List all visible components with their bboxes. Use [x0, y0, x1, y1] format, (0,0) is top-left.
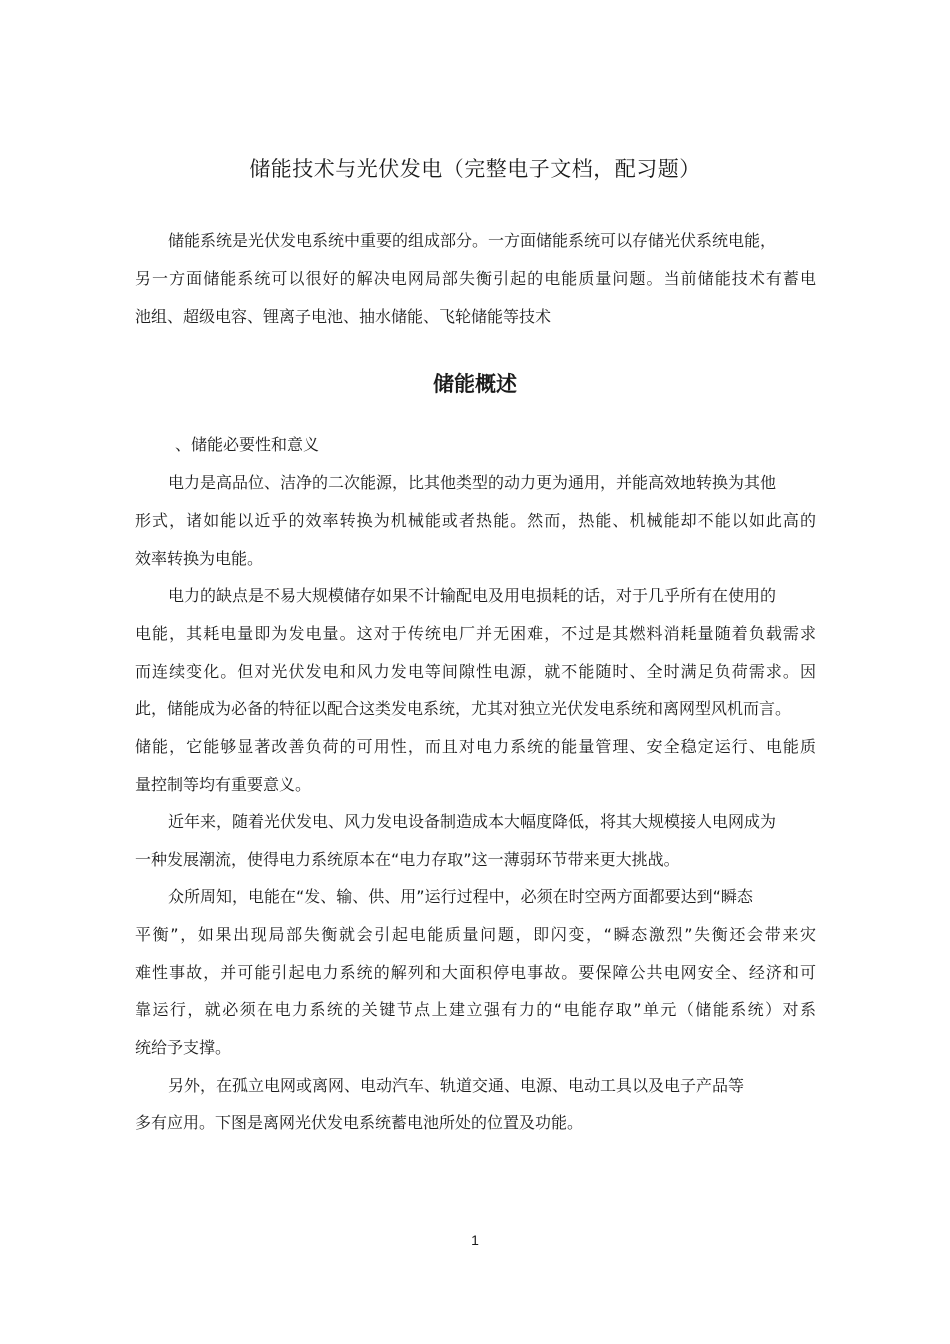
- paragraph2-line-6: 量控制等均有重要意义。: [135, 775, 312, 794]
- paragraph4-line-3: 难性事故，并可能引起电力系统的解列和大面积停电事故。要保障公共电网安全、经济和可: [135, 963, 816, 982]
- paragraph4-line-1: 众所周知，电能在“发、输、供、用”运行过程中，必须在时空两方面都要达到“瞬态: [168, 887, 753, 906]
- document-title: 储能技术与光伏发电（完整电子文档，配习题）: [249, 157, 701, 181]
- paragraph2-line-3: 而连续变化。但对光伏发电和风力发电等间隙性电源，就不能随时、全时满足负荷需求。因: [135, 662, 816, 681]
- paragraph2-line-1: 电力的缺点是不易大规模储存如果不计输配电及用电损耗的话，对于几乎所有在使用的: [168, 586, 777, 605]
- subsection-heading: 、储能必要性和意义: [175, 435, 320, 454]
- paragraph5-line-1: 另外，在孤立电网或离网、电动汽车、轨道交通、电源、电动工具以及电子产品等: [168, 1076, 745, 1095]
- paragraph1-line-1: 电力是高品位、洁净的二次能源，比其他类型的动力更为通用，并能高效地转换为其他: [168, 473, 777, 492]
- intro-line-3: 池组、超级电容、锂离子电池、抽水储能、飞轮储能等技术: [135, 307, 552, 326]
- paragraph3-line-1: 近年来，随着光伏发电、风力发电设备制造成本大幅度降低，将其大规模接人电网成为: [168, 812, 777, 831]
- paragraph1-line-2: 形式，诸如能以近乎的效率转换为机械能或者热能。然而，热能、机械能却不能以如此高的: [135, 511, 816, 530]
- intro-line-1: 储能系统是光伏发电系统中重要的组成部分。一方面储能系统可以存储光伏系统电能，: [168, 231, 777, 250]
- paragraph2-line-5: 储能，它能够显著改善负荷的可用性，而且对电力系统的能量管理、安全稳定运行、电能质: [135, 737, 816, 756]
- paragraph3-line-2: 一种发展潮流，使得电力系统原本在“电力存取”这一薄弱环节带来更大挑战。: [135, 850, 680, 869]
- intro-line-2: 另一方面储能系统可以很好的解决电网局部失衡引起的电能质量问题。当前储能技术有蓄电: [135, 269, 816, 288]
- paragraph4-line-5: 统给予支撑。: [135, 1038, 232, 1057]
- paragraph4-line-4: 靠运行，就必须在电力系统的关键节点上建立强有力的“电能存取”单元（储能系统）对系: [135, 1000, 816, 1019]
- paragraph2-line-2: 电能，其耗电量即为发电量。这对于传统电厂并无困难，不过是其燃料消耗量随着负载需求: [135, 624, 816, 643]
- section-title: 储能概述: [433, 372, 517, 396]
- paragraph4-line-2: 平衡”，如果出现局部失衡就会引起电能质量问题，即闪变，“瞬态激烈”失衡还会带来灾: [135, 925, 816, 944]
- paragraph1-line-3: 效率转换为电能。: [135, 549, 264, 568]
- paragraph5-line-2: 多有应用。下图是离网光伏发电系统蓄电池所处的位置及功能。: [135, 1113, 584, 1132]
- page-number: 1: [471, 1232, 479, 1248]
- paragraph2-line-4: 此，储能成为必备的特征以配合这类发电系统，尤其对独立光伏发电系统和离网型风机而言。: [135, 699, 792, 718]
